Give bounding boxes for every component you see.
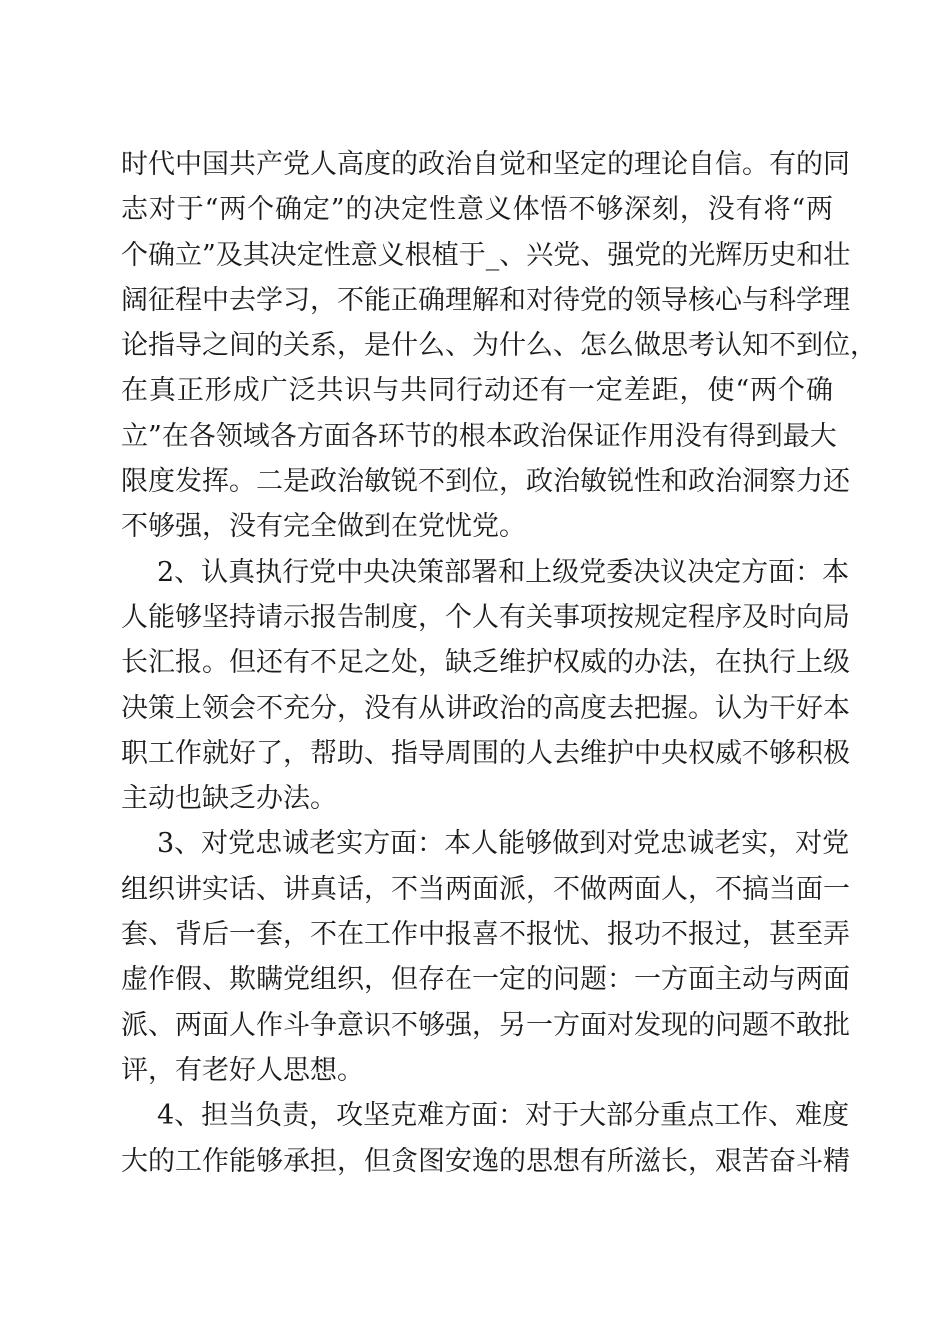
- text-line-15: 主动也缺乏办法。: [121, 783, 337, 815]
- text-line-5: 论指导之间的关系，是什么、为什么、怎么做思考认知不到位，: [121, 330, 877, 362]
- text-line-11: 人能够坚持请示报告制度，个人有关事项按规定程序及时向局: [121, 601, 850, 633]
- text-line-23: 大的工作能够承担，但贪图安逸的思想有所滋长，艰苦奋斗精: [121, 1145, 850, 1177]
- text-line-22: 4、担当负责，攻坚克难方面：对于大部分重点工作、难度: [157, 1100, 850, 1132]
- text-line-10: 2、认真执行党中央决策部署和上级党委决议决定方面：本: [157, 556, 850, 588]
- text-line-12: 长汇报。但还有不足之处，缺乏维护权威的办法，在执行上级: [121, 647, 850, 679]
- text-line-2: 志对于“两个确定”的决定性意义体悟不够深刻，没有将“两: [121, 194, 833, 226]
- text-line-16: 3、对党忠诚老实方面：本人能够做到对党忠诚老实，对党: [157, 828, 850, 860]
- text-line-14: 职工作就好了，帮助、指导周围的人去维护中央权威不够积极: [121, 737, 850, 769]
- text-line-20: 派、两面人作斗争意识不够强，另一方面对发现的问题不敢批: [121, 1009, 850, 1041]
- text-line-9: 不够强，没有完全做到在党忧党。: [121, 511, 526, 543]
- text-line-8: 限度发挥。二是政治敏锐不到位，政治敏锐性和政治洞察力还: [121, 466, 850, 498]
- text-line-4: 阔征程中去学习，不能正确理解和对待党的领导核心与科学理: [121, 284, 850, 316]
- text-line-7: 立”在各领域各方面各环节的根本政治保证作用没有得到最大: [121, 420, 837, 452]
- text-line-18: 套、背后一套，不在工作中报喜不报忧、报功不报过，甚至弄: [121, 919, 850, 951]
- text-line-3: 个确立”及其决定性意义根植于_、兴党、强党的光辉历史和壮: [121, 239, 851, 271]
- text-line-6: 在真正形成广泛共识与共同行动还有一定差距，使“两个确: [121, 375, 833, 407]
- text-line-19: 虚作假、欺瞒党组织，但存在一定的问题：一方面主动与两面: [121, 964, 850, 996]
- text-line-21: 评，有老好人思想。: [121, 1054, 364, 1086]
- document-body: [121, 142, 877, 1184]
- text-line-1: 时代中国共产党人高度的政治自觉和坚定的理论自信。有的同: [121, 149, 850, 180]
- text-line-17: 组织讲实话、讲真话，不当两面派，不做两面人，不搞当面一: [121, 873, 850, 905]
- text-line-13: 决策上领会不充分，没有从讲政治的高度去把握。认为干好本: [121, 692, 850, 724]
